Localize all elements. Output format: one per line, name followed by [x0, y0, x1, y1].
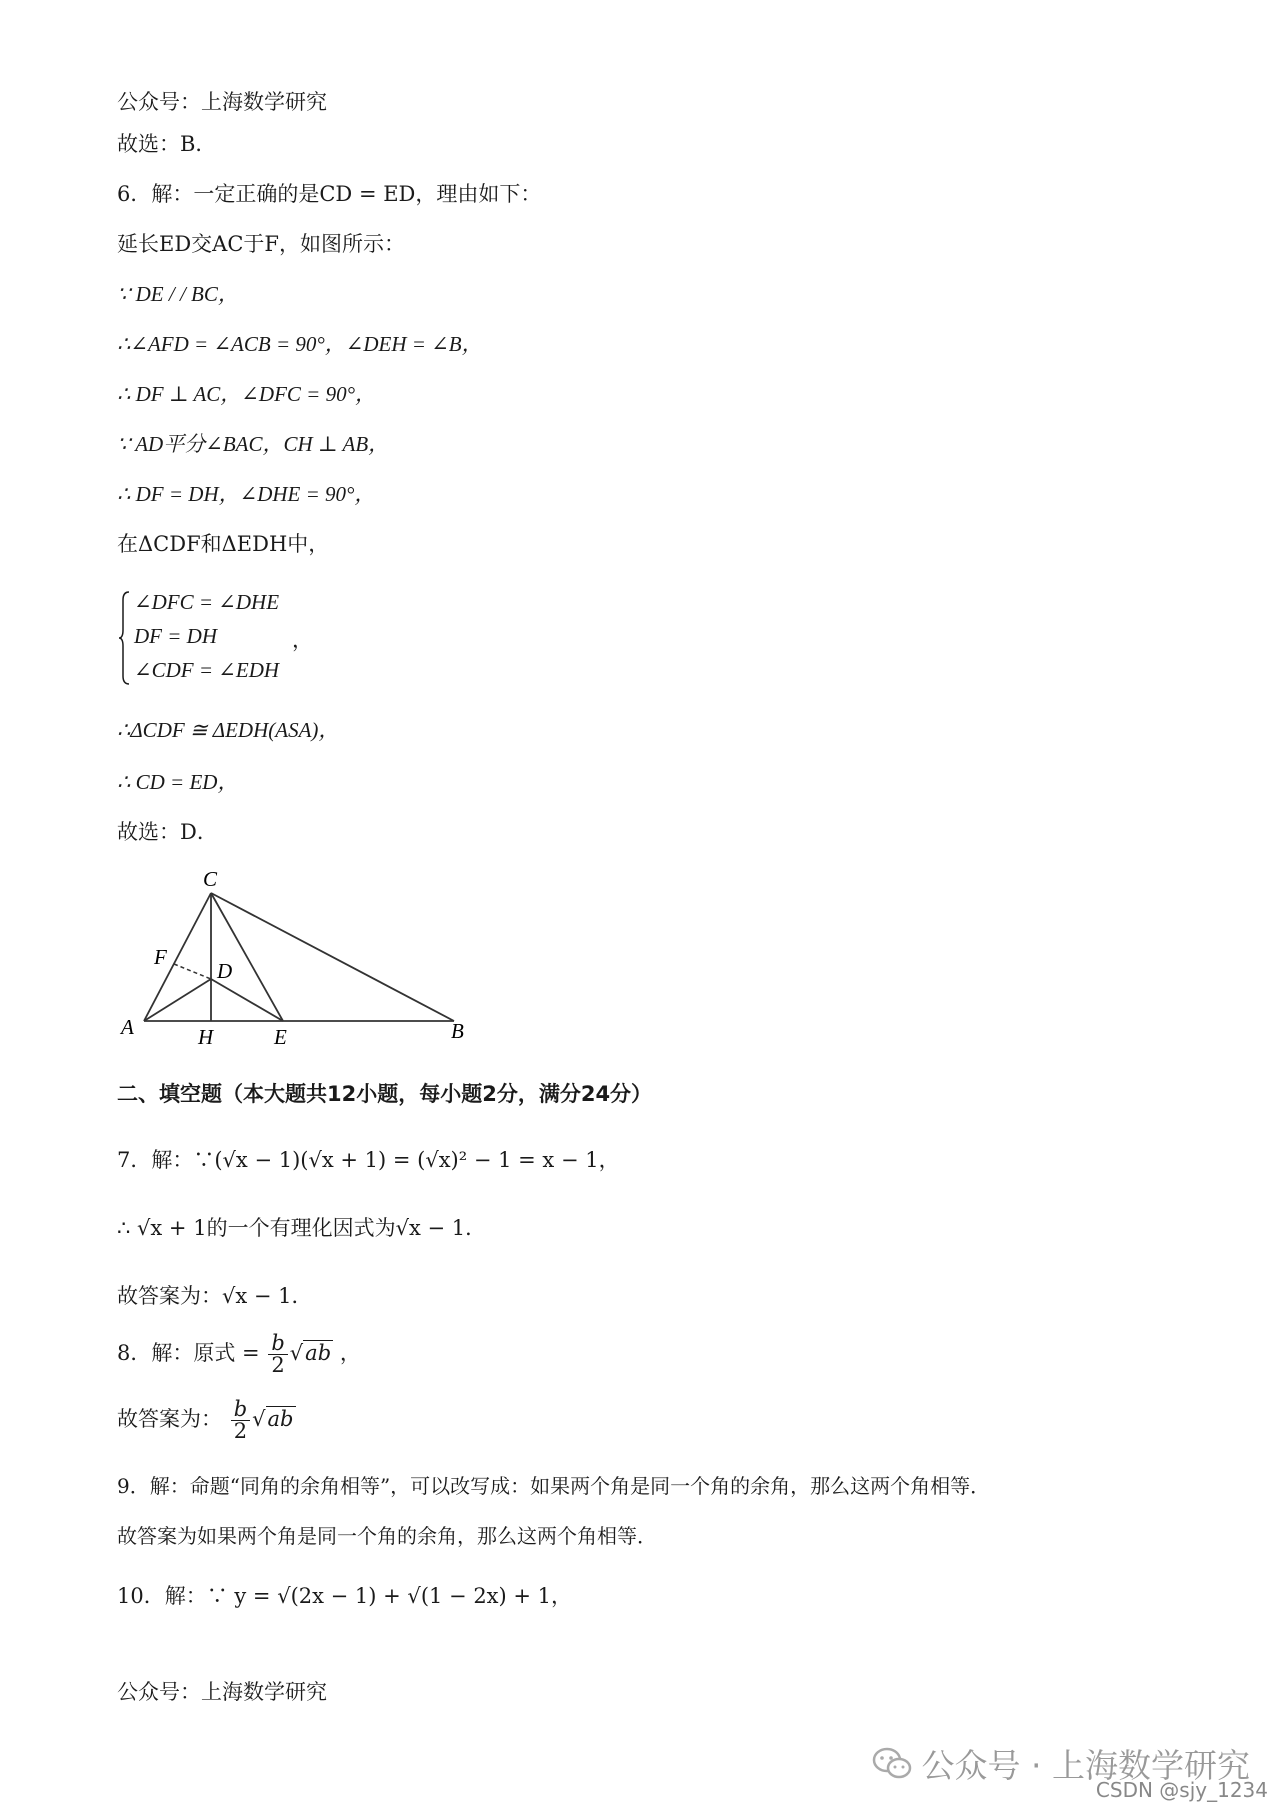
label-b: B — [451, 1019, 464, 1043]
sqrt-icon: √ — [252, 1407, 266, 1431]
label-h: H — [198, 1025, 214, 1048]
q8-fraction-numerator: b — [268, 1333, 287, 1355]
q6-answer: 故选：D． — [117, 820, 218, 844]
q8-answer-numerator: b — [231, 1399, 250, 1421]
q8-line-2 — [117, 1399, 296, 1442]
q8-prefix: 8．解：原式 = — [117, 1341, 260, 1365]
system-row-2: DF = DH — [134, 624, 217, 648]
q6-step-5: ∴ DF = DH，∠DHE = 90°， — [117, 482, 376, 506]
q8-fraction-denominator: 2 — [271, 1353, 285, 1377]
q10-line-1: 10．解：∵ y = √(2x − 1) + √(1 − 2x) + 1， — [117, 1584, 573, 1608]
segment-fd-dashed — [174, 964, 211, 979]
q6-step-7: ∴ΔCDF ≅ ΔEDH(ASA)， — [117, 718, 340, 742]
system-comma: ， — [292, 628, 313, 652]
q9-line-1: 9．解：命题“同角的余角相等”，可以改写成：如果两个角是同一个角的余角，那么这两个角相等． — [117, 1474, 991, 1498]
left-brace-icon — [117, 588, 133, 688]
q9-line-2: 故答案为如果两个角是同一个角的余角，那么这两个角相等． — [117, 1524, 657, 1548]
q8-line-1 — [117, 1333, 361, 1376]
q6-step-2: ∴∠AFD = ∠ACB = 90°，∠DEH = ∠B， — [117, 332, 483, 356]
q6-step-8: ∴ CD = ED， — [117, 770, 239, 794]
label-e: E — [274, 1025, 287, 1048]
q6-step-4: ∵ AD平分∠BAC，CH ⊥ AB， — [117, 432, 390, 456]
watermark-text: 公众号 · 上海数学研究 — [921, 1746, 1250, 1785]
triangle-figure — [117, 868, 477, 1048]
q6-step-3: ∴ DF ⊥ AC，∠DFC = 90°， — [117, 382, 376, 406]
label-a: A — [121, 1015, 134, 1039]
q8-radicand: ab — [305, 1341, 332, 1365]
label-d: D — [217, 959, 233, 983]
q7-line-1: 7．解：∵(√x − 1)(√x + 1) = (√x)² − 1 = x − 1， — [117, 1148, 620, 1172]
section-2-heading: 二、填空题（本大题共12小题，每小题2分，满分24分） — [117, 1082, 653, 1106]
q7-line-3: 故答案为：√x − 1． — [117, 1284, 313, 1308]
q5-answer: 故选：B． — [117, 132, 217, 156]
q6-step-6: 在ΔCDF和ΔEDH中， — [117, 532, 330, 556]
wechat-icon — [872, 1747, 912, 1781]
q8-answer-radicand: ab — [267, 1407, 294, 1431]
footer-note: 公众号：上海数学研究 — [117, 1680, 327, 1704]
label-f: F — [154, 945, 167, 969]
q6-extend: 延长ED交AC于F，如图所示： — [117, 232, 405, 256]
q8-answer-denominator: 2 — [233, 1419, 248, 1443]
system-row-1: ∠DFC = ∠DHE — [134, 590, 280, 614]
header-note: 公众号：上海数学研究 — [117, 90, 327, 114]
q8-fraction — [268, 1333, 287, 1376]
label-c: C — [203, 868, 218, 891]
q6-intro: 6．解：一定正确的是CD = ED，理由如下： — [117, 182, 542, 206]
q8-answer-prefix: 故答案为： — [117, 1407, 222, 1431]
sqrt-icon: √ — [289, 1341, 304, 1365]
system-row-3: ∠CDF = ∠EDH — [134, 658, 280, 682]
q6-step-1: ∵ DE / / BC， — [117, 282, 239, 306]
csdn-credit: CSDN @sjy_1234 — [1095, 1778, 1268, 1802]
q8-answer-fraction — [231, 1399, 250, 1442]
q7-line-2: ∴ √x + 1的一个有理化因式为√x − 1． — [117, 1216, 487, 1240]
equation-system — [117, 588, 317, 688]
q8-suffix: ， — [339, 1341, 361, 1365]
